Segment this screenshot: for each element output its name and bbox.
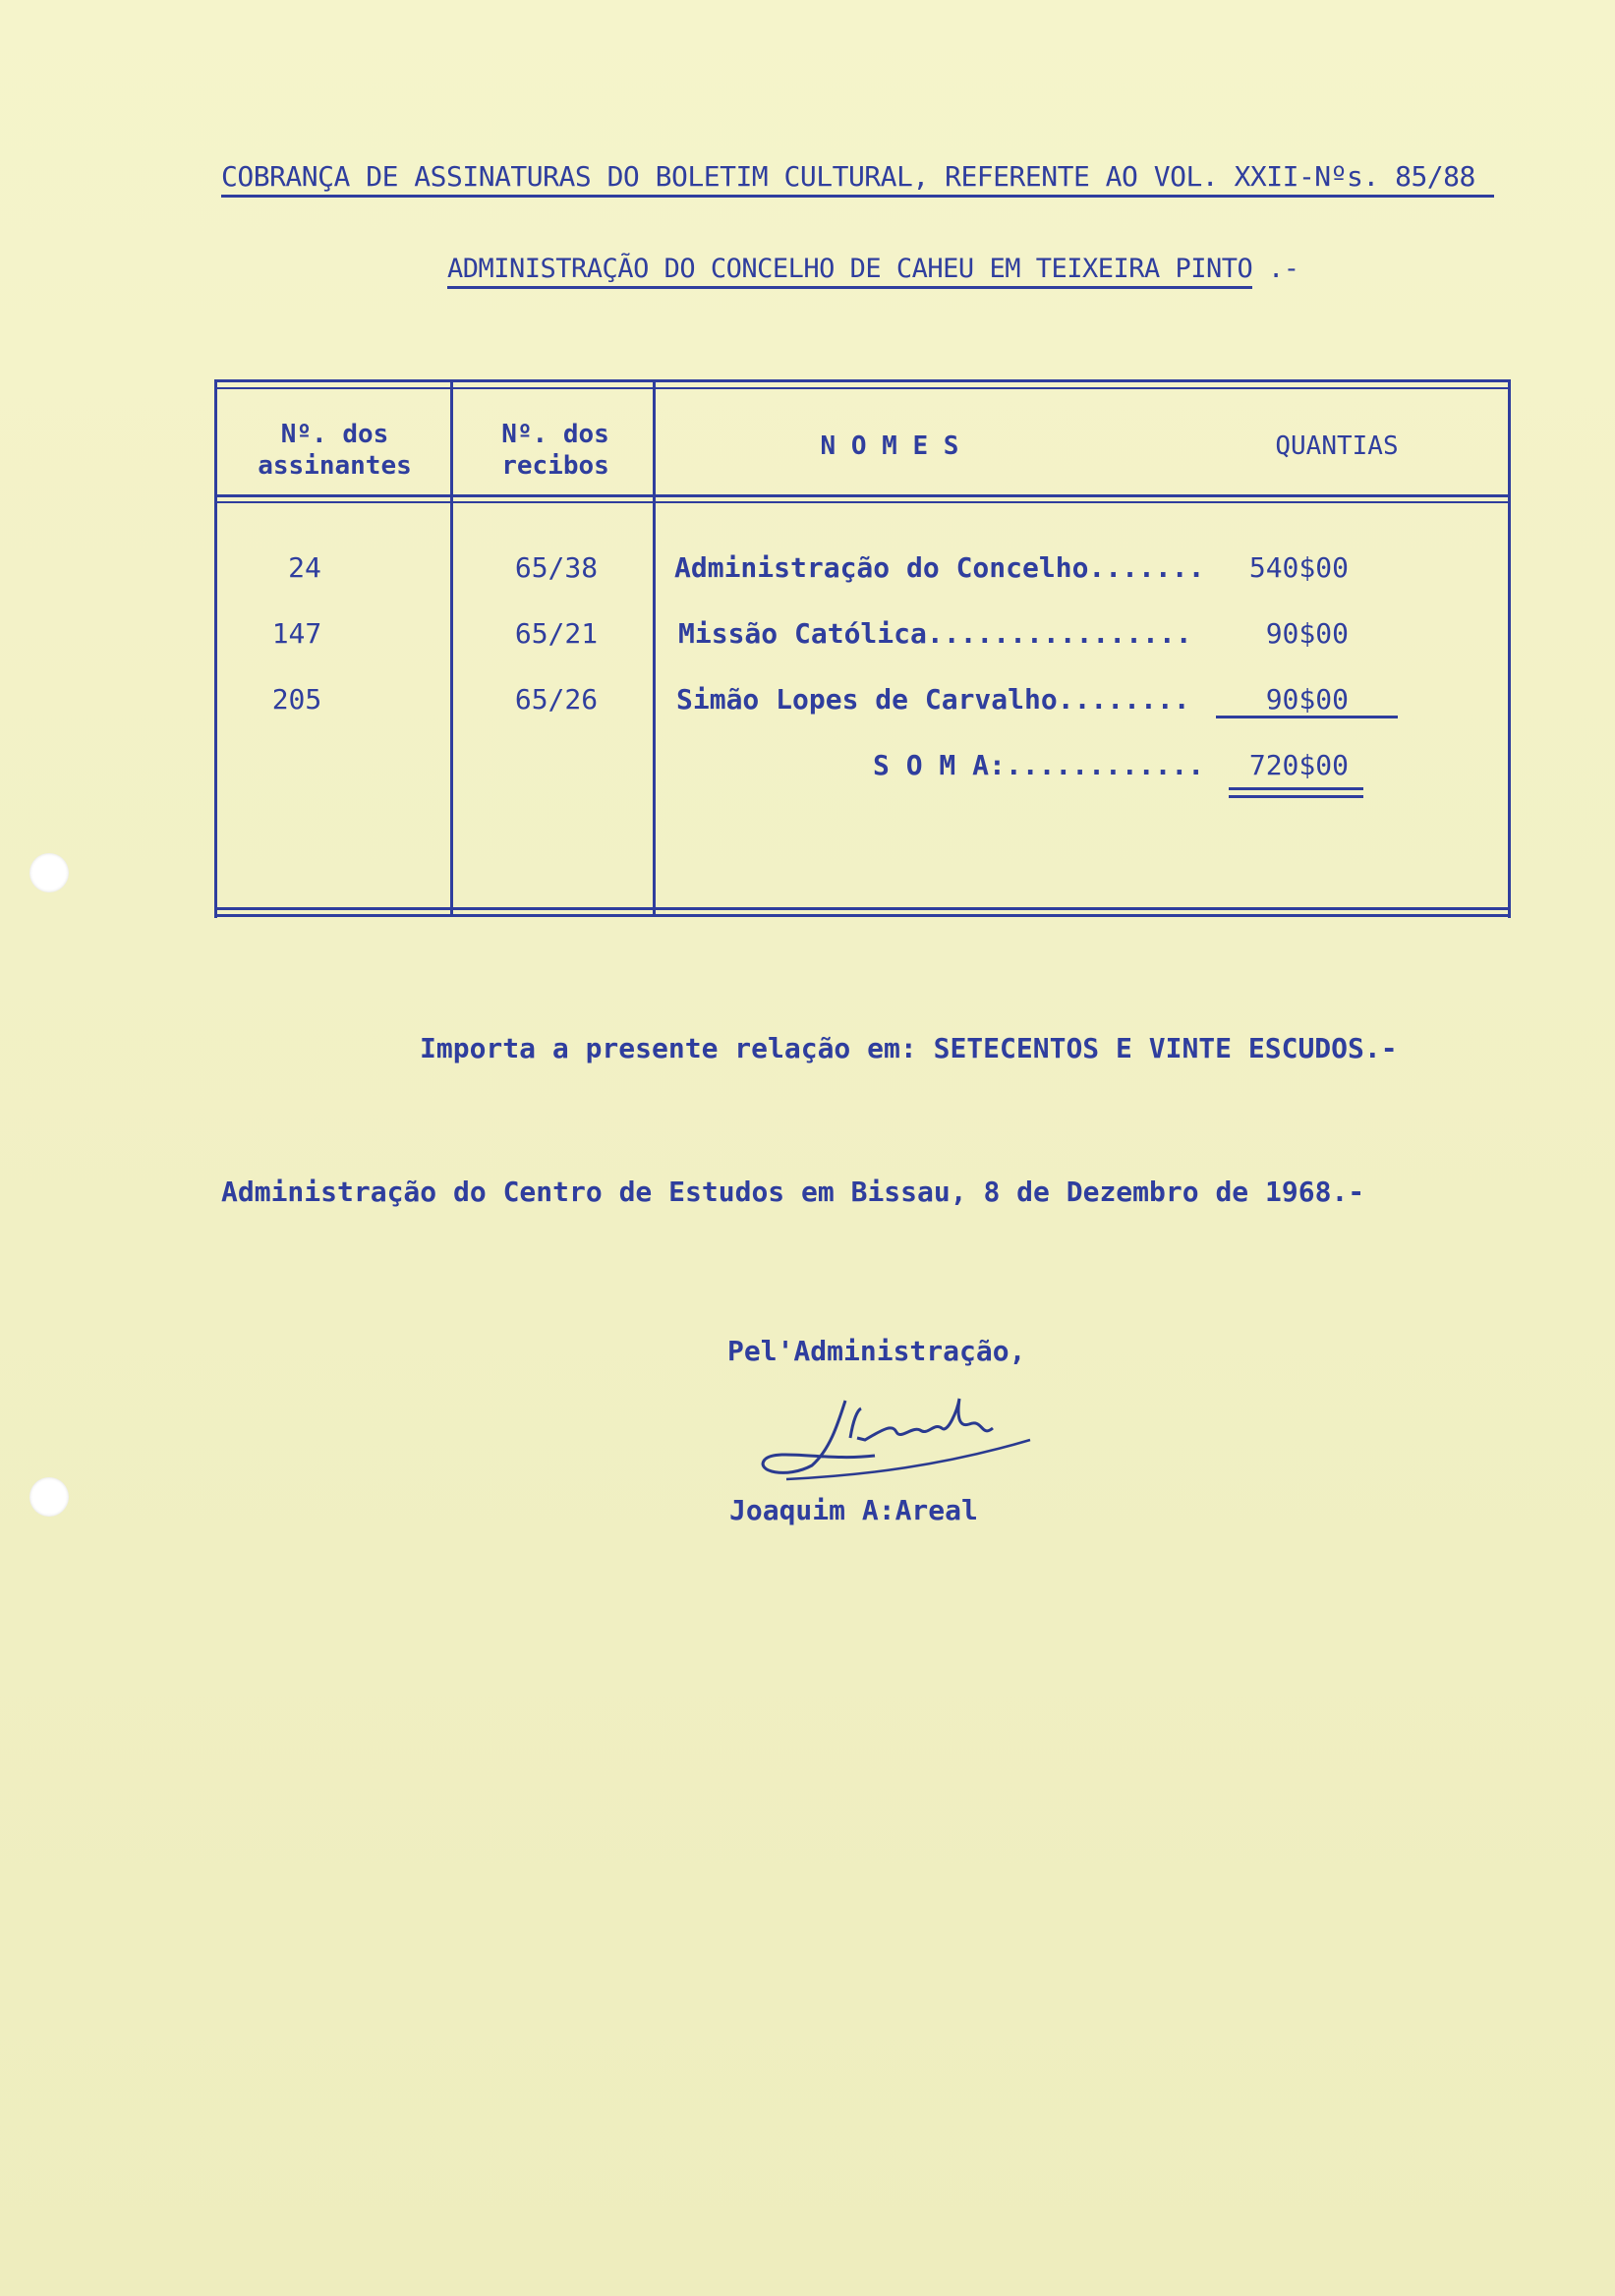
place-date-line: Administração do Centro de Estudos em Bissau, 8 de Dezembro de 1968.- xyxy=(221,1176,1365,1208)
row3-nome: Simão Lopes de Carvalho........ xyxy=(676,683,1190,716)
subtitle-suffix: .- xyxy=(1252,254,1299,284)
table-top-rule-2 xyxy=(214,387,1508,389)
total-value: 720$00 xyxy=(1248,749,1349,781)
signature-for: Pel'Administração, xyxy=(727,1335,1026,1367)
total-label: S O M A:............ xyxy=(873,749,1205,781)
row2-recibo: 65/21 xyxy=(514,617,599,650)
table-bottom-rule-1 xyxy=(214,907,1508,910)
header-recibos: Nº. dos recibos xyxy=(501,420,609,481)
table-header-rule-1 xyxy=(214,494,1508,497)
table-top-rule-1 xyxy=(214,379,1508,382)
total-double-underline-2 xyxy=(1229,795,1363,798)
header-nomes: N O M E S xyxy=(820,431,959,461)
header-assinantes: Nº. dos assinantes xyxy=(258,420,412,481)
table-bottom-rule-2 xyxy=(214,914,1508,917)
row3-assinante: 205 xyxy=(271,683,322,716)
importa-line: Importa a presente relação em: SETECENTOS E VINTE ESCUDOS.- xyxy=(420,1032,1398,1064)
signatory-name: Joaquim A:Areal xyxy=(729,1494,978,1526)
table-header-rule-2 xyxy=(214,501,1508,503)
table-col-divider-1 xyxy=(450,379,453,917)
row2-nome: Missão Católica................ xyxy=(678,617,1192,650)
row1-quantia: 540$00 xyxy=(1248,551,1349,584)
handwritten-signature xyxy=(747,1381,1052,1489)
document-title: COBRANÇA DE ASSINATURAS DO BOLETIM CULTURAL, REFERENTE AO VOL. XXII-Nºs. 85/88 xyxy=(221,160,1494,198)
row3-recibo: 65/26 xyxy=(514,683,599,716)
punch-hole-bottom xyxy=(29,1477,69,1517)
subtitle-text: ADMINISTRAÇÃO DO CONCELHO DE CAHEU EM TEIXEIRA PINTO xyxy=(447,254,1252,289)
row1-assinante: 24 xyxy=(288,551,321,584)
document-subtitle xyxy=(447,254,1299,284)
row2-quantia: 90$00 xyxy=(1265,617,1349,650)
punch-hole-top xyxy=(29,853,69,892)
table-col-divider-2 xyxy=(653,379,656,917)
total-double-underline-1 xyxy=(1229,787,1363,790)
header-quantias: QUANTIAS xyxy=(1275,431,1399,461)
row3-quantia: 90$00 xyxy=(1265,683,1349,716)
row2-assinante: 147 xyxy=(271,617,322,650)
row1-recibo: 65/38 xyxy=(514,551,599,584)
subtotal-underline xyxy=(1216,716,1398,718)
row1-nome: Administração do Concelho....... xyxy=(674,551,1205,584)
